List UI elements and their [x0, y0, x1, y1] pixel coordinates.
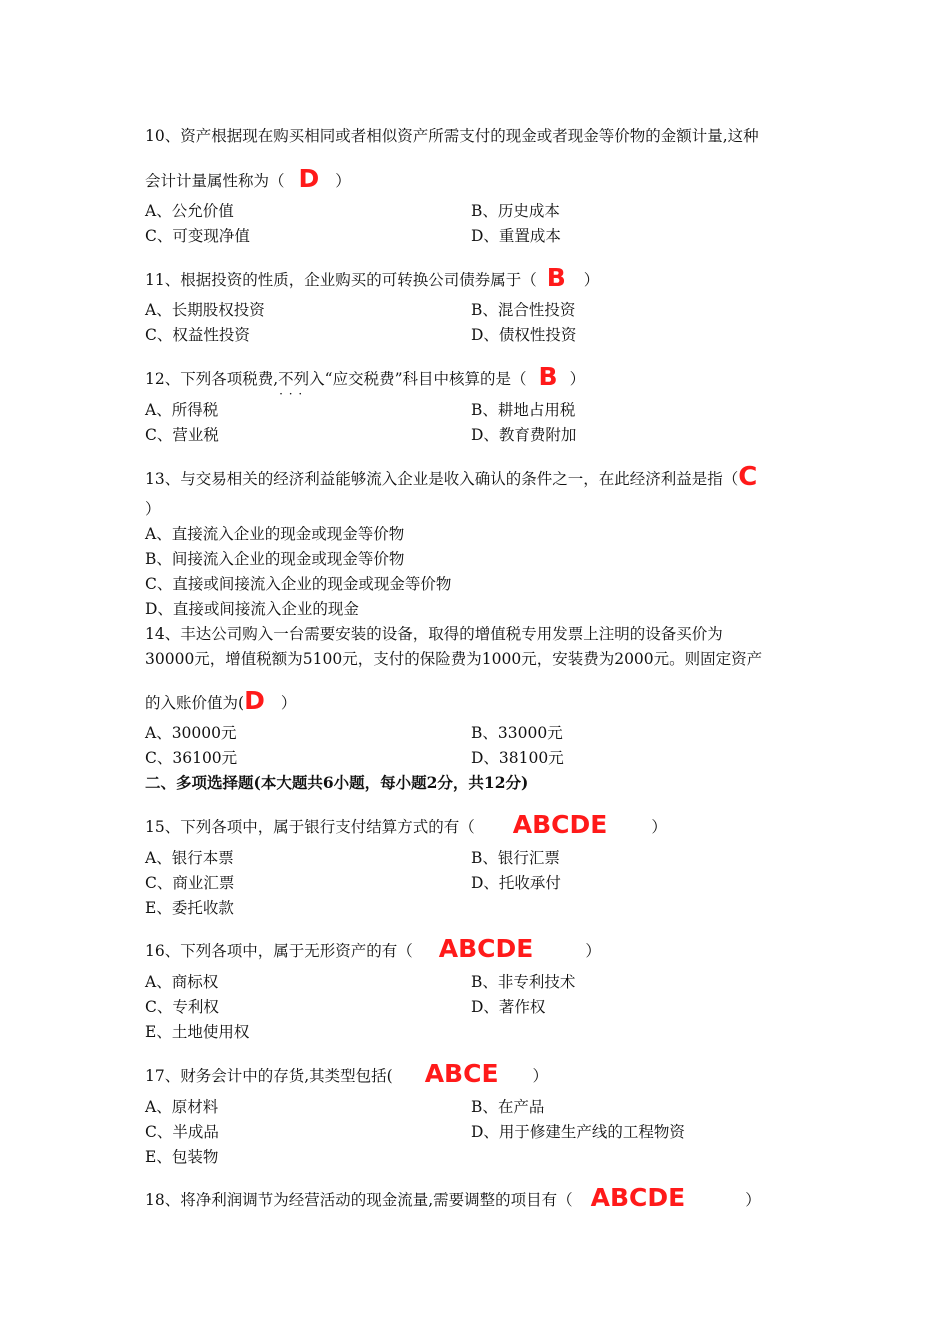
q10-close-paren: ） — [335, 172, 351, 190]
q10-stem-line2 — [145, 164, 351, 193]
q13-close-paren: ） — [145, 500, 161, 518]
q18-stem — [145, 1183, 761, 1212]
q13-stem-prefix: 13、与交易相关的经济利益能够流入企业是收入确认的条件之一，在此经济利益是指（ — [145, 470, 739, 488]
q17-option-e: E、包装物 — [145, 1148, 219, 1166]
q15-option-c: C、商业汇票 — [145, 874, 235, 892]
q18-answer: ABCDE — [590, 1183, 686, 1212]
q17-stem-prefix: 17、财务会计中的存货,其类型包括( — [145, 1067, 393, 1085]
q16-stem-prefix: 16、下列各项中，属于无形资产的有（ — [145, 942, 413, 960]
q15-stem — [145, 810, 667, 839]
q14-close-paren: ） — [280, 694, 297, 712]
q12-answer: B — [538, 362, 558, 391]
q12-stem — [145, 362, 586, 391]
q17-option-c: C、半成品 — [145, 1123, 219, 1141]
q12-option-b: B、耕地占用税 — [471, 401, 576, 419]
q12-stem-prefix-a: 12、下列各项税费, — [145, 370, 279, 388]
q12-close-paren: ） — [569, 370, 586, 388]
q16-option-d: D、著作权 — [471, 998, 546, 1016]
q11-option-d: D、债权性投资 — [471, 326, 577, 344]
q13-answer: C — [738, 462, 758, 492]
q10-option-c: C、可变现净值 — [145, 227, 250, 245]
q11-option-c: C、权益性投资 — [145, 326, 250, 344]
q14-option-a: A、30000元 — [145, 724, 237, 742]
q10-stem-line1: 10、资产根据现在购买相同或者相似资产所需支付的现金或者现金等价物的金额计量,这种 — [145, 127, 759, 145]
q12-option-c: C、营业税 — [145, 426, 219, 444]
q11-option-a: A、长期股权投资 — [145, 301, 265, 319]
q11-stem-prefix: 11、根据投资的性质，企业购买的可转换公司债券属于（ — [145, 271, 537, 289]
q16-close-paren: ） — [585, 942, 601, 960]
q18-close-paren: ） — [745, 1191, 761, 1209]
q10-option-d: D、重置成本 — [471, 227, 561, 245]
q10-answer: D — [298, 164, 320, 193]
q15-option-b: B、银行汇票 — [471, 849, 560, 867]
q15-option-a: A、银行本票 — [145, 849, 234, 867]
q10-stem-prefix: 会计计量属性称为（ — [145, 172, 285, 190]
q15-option-e: E、委托收款 — [145, 899, 234, 917]
section-heading-multiple-choice: 二、多项选择题(本大题共6小题，每小题2分，共12分) — [145, 773, 529, 792]
q15-stem-prefix: 15、下列各项中，属于银行支付结算方式的有（ — [145, 818, 475, 836]
q14-option-b: B、33000元 — [471, 724, 563, 742]
q16-answer: ABCDE — [438, 934, 534, 963]
q18-stem-prefix: 18、将净利润调节为经营活动的现金流量,需要调整的项目有（ — [145, 1191, 573, 1209]
q11-stem — [145, 263, 600, 292]
q15-close-paren: ） — [651, 818, 667, 836]
q17-option-a: A、原材料 — [145, 1098, 219, 1116]
q13-option-a: A、直接流入企业的现金或现金等价物 — [145, 525, 405, 543]
q12-option-a: A、所得税 — [145, 401, 219, 419]
q16-stem — [145, 934, 601, 963]
q17-answer: ABCE — [424, 1059, 499, 1088]
q15-option-d: D、托收承付 — [471, 874, 561, 892]
q13-option-d: D、直接或间接流入企业的现金 — [145, 600, 359, 618]
q16-option-a: A、商标权 — [145, 973, 219, 991]
q15-answer: ABCDE — [512, 810, 608, 839]
q17-close-paren: ） — [532, 1067, 549, 1085]
q17-stem — [145, 1059, 549, 1088]
q13-stem — [145, 462, 758, 492]
q11-close-paren: ） — [583, 271, 600, 289]
q10-option-b: B、历史成本 — [471, 202, 560, 220]
q13-option-c: C、直接或间接流入企业的现金或现金等价物 — [145, 575, 452, 593]
q14-option-c: C、36100元 — [145, 749, 238, 767]
q11-option-b: B、混合性投资 — [471, 301, 576, 319]
q17-option-d: D、用于修建生产线的工程物资 — [471, 1123, 685, 1141]
q11-answer: B — [546, 263, 566, 292]
q14-option-d: D、38100元 — [471, 749, 564, 767]
q12-stem-prefix-b: “应交税费”科目中核算的是（ — [324, 370, 527, 388]
q17-option-b: B、在产品 — [471, 1098, 545, 1116]
q14-answer: D — [244, 686, 265, 715]
q16-option-b: B、非专利技术 — [471, 973, 576, 991]
q14-stem-line2: 30000元，增值税额为5100元，支付的保险费为1000元，安装费为2000元。则固定资产 — [145, 650, 763, 668]
q12-emphasis: 不列入 · · · — [278, 370, 325, 388]
q14-stem-prefix: 的入账价值为( — [145, 694, 245, 712]
q16-option-c: C、专利权 — [145, 998, 219, 1016]
q13-option-b: B、间接流入企业的现金或现金等价物 — [145, 550, 405, 568]
q12-option-d: D、教育费附加 — [471, 426, 577, 444]
q14-stem-line1: 14、丰达公司购入一台需要安装的设备，取得的增值税专用发票上注明的设备买价为 — [145, 625, 723, 643]
q16-option-e: E、土地使用权 — [145, 1023, 250, 1041]
q14-stem-line3 — [145, 686, 297, 715]
q10-option-a: A、公允价值 — [145, 202, 234, 220]
